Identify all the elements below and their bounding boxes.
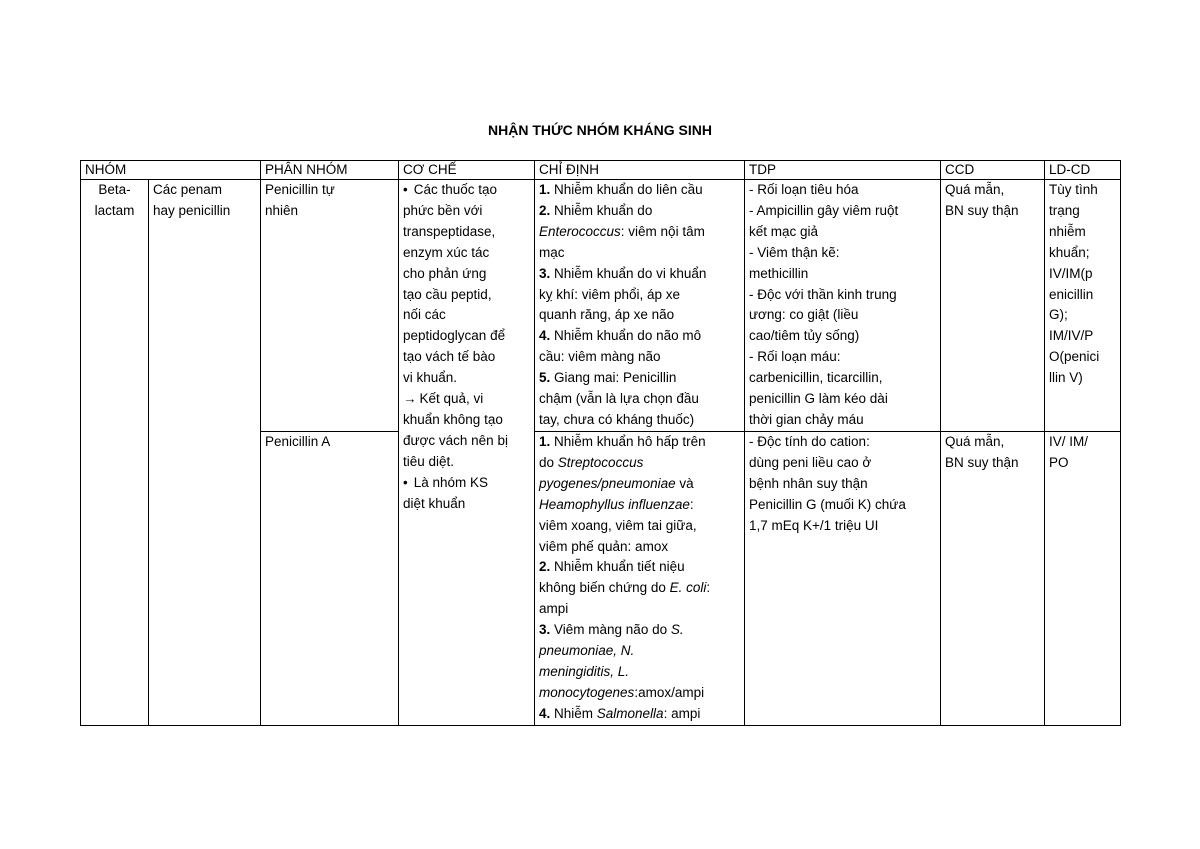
mechanism-line: diệt khuẩn [403,495,466,511]
indication-line: 1. Nhiễm khuẩn hô hấp trên [539,434,706,449]
mechanism-line: • Là nhóm KS [403,473,530,494]
ldcd-line: llin V) [1049,370,1083,386]
header-chi-dinh: CHỈ ĐỊNH [535,161,745,180]
bullet-icon [403,182,414,197]
tdp-line: penicillin G làm kéo dài [749,391,888,407]
group-cell [81,180,149,726]
ldcd-line: IV/IM(p [1049,265,1093,281]
tdp-line: - Viêm thận kẽ: [749,244,840,260]
tdp-line: dùng peni liều cao ở [749,454,872,470]
ccd-line: Quá mẫn, [945,434,1005,449]
indication-line: không biến chứng do E. coli: [539,580,711,596]
tdp-line: kết mạc giả [749,223,819,239]
indication-line: pyogenes/pneumoniae và [539,475,694,491]
indication-line: meningiditis, L. [539,663,630,679]
phan-nhom-line: nhiên [265,202,299,218]
phan-nhom-line: Penicillin tự [265,182,335,197]
tdp-line: - Độc tính do cation: [749,434,870,449]
ldcd-line: nhiễm [1049,223,1086,239]
mechanism-line: tạo vách tế bào [403,349,496,365]
header-phan-nhom: PHÂN NHÓM [261,161,399,180]
mechanism-line: được vách nên bị [403,432,508,448]
tdp-line: ương: co giật (liều [749,307,859,323]
tdp-line: 1,7 mEq K+/1 triệu UI [749,517,879,533]
indication-line: kỵ khí: viêm phổi, áp xe [539,286,681,302]
mechanism-line: nối các [403,307,446,323]
tdp-line: - Rối loạn tiêu hóa [749,182,859,197]
mechanism-cell [399,180,535,726]
arrow-right-icon: → [403,391,417,407]
indication-line: 3. Nhiễm khuẩn do vi khuẩn [539,265,707,281]
tdp-line: - Rối loạn máu: [749,349,841,365]
tdp-cell [745,432,941,726]
phan-nhom-cell [261,432,399,726]
indication-line: mạc [539,244,565,260]
tdp-line: carbenicillin, ticarcillin, [749,370,883,386]
indication-line: chậm (vẫn là lựa chọn đầu [539,391,699,407]
ccd-line: BN suy thận [945,202,1019,218]
indication-line: do Streptococcus [539,454,644,470]
indication-line: 3. Viêm màng não do S. [539,622,684,638]
ldcd-line: G); [1049,307,1068,323]
bullet-icon [403,475,414,490]
ccd-line: BN suy thận [945,454,1019,470]
tdp-line: - Độc với thần kinh trung [749,286,897,302]
ldcd-line: IM/IV/P [1049,328,1094,344]
ldcd-cell [1045,180,1121,432]
header-ccd: CCD [941,161,1045,180]
mechanism-line: → Kết quả, vi [403,391,484,407]
group-label-line: lactam [94,202,135,218]
tdp-line: cao/tiêm tủy sống) [749,328,860,344]
subgroup-label-line: Các penam [153,182,223,197]
ldcd-line: PO [1049,454,1069,470]
indication-line: 4. Nhiễm khuẩn do não mô [539,328,702,344]
mechanism-line: phức bền với [403,202,483,218]
tdp-line: thời gian chảy máu [749,411,864,427]
indication-line: ampi [539,601,569,617]
mechanism-line: cho phản ứng [403,265,487,281]
phan-nhom-line: Penicillin A [265,434,331,449]
indication-line: tay, chưa có kháng thuốc) [539,411,695,427]
indication-line: cầu: viêm màng não [539,349,661,365]
tdp-line: bệnh nhân suy thận [749,475,868,491]
mechanism-line: peptidoglycan để [403,328,506,344]
group-label-line: Beta- [98,182,131,197]
tdp-cell [745,180,941,432]
indication-cell [535,180,745,432]
indication-line: viêm phế quản: amox [539,538,669,554]
indication-line: viêm xoang, viêm tai giữa, [539,517,697,533]
tdp-line: - Ampicillin gây viêm ruột [749,202,899,218]
antibiotic-table [80,160,1121,726]
page-title: NHẬN THỨC NHÓM KHÁNG SINH [488,122,712,138]
mechanism-line: khuẩn không tạo [403,411,503,427]
indication-line: Heamophyllus influenzae: [539,496,694,512]
indication-line: 2. Nhiễm khuẩn do [539,202,653,218]
indication-line: 1. Nhiễm khuẩn do liên cầu [539,182,703,197]
mechanism-line: • Các thuốc tạo [403,180,530,201]
header-ldcd: LD-CD [1045,161,1121,180]
subgroup-cell [149,180,261,726]
ldcd-line: enicillin [1049,286,1094,302]
header-row [81,161,1121,180]
mechanism-line: transpeptidase, [403,223,496,239]
indication-line: 5. Giang mai: Penicillin [539,370,677,386]
header-tdp: TDP [745,161,941,180]
ldcd-line: khuẩn; [1049,244,1090,260]
ldcd-line: O(penici [1049,349,1100,365]
indication-line: 4. Nhiễm Salmonella: ampi [539,705,701,721]
ccd-cell [941,432,1045,726]
mechanism-line: tiêu diệt. [403,453,455,469]
indication-line: 2. Nhiễm khuẩn tiết niệu [539,559,685,575]
header-co-che: CƠ CHẾ [399,161,535,180]
indication-cell [535,432,745,726]
indication-line: monocytogenes:amox/ampi [539,684,705,700]
indication-line: pneumoniae, N. [539,643,635,659]
tdp-line: Penicillin G (muối K) chứa [749,496,906,512]
phan-nhom-cell [261,180,399,432]
header-nhom: NHÓM [81,161,261,180]
mechanism-line: enzym xúc tác [403,244,490,260]
ldcd-cell [1045,432,1121,726]
mechanism-line: vi khuẩn. [403,370,458,386]
indication-line: quanh răng, áp xe não [539,307,675,323]
mechanism-line: tạo cầu peptid, [403,286,492,302]
ccd-cell [941,180,1045,432]
ldcd-line: trạng [1049,202,1080,218]
ldcd-line: IV/ IM/ [1049,434,1089,449]
table-row [81,180,1121,432]
indication-line: Enterococcus: viêm nội tâm [539,223,705,239]
ldcd-line: Tùy tình [1049,182,1098,197]
ccd-line: Quá mẫn, [945,182,1005,197]
tdp-line: methicillin [749,265,809,281]
subgroup-label-line: hay penicillin [153,202,231,218]
